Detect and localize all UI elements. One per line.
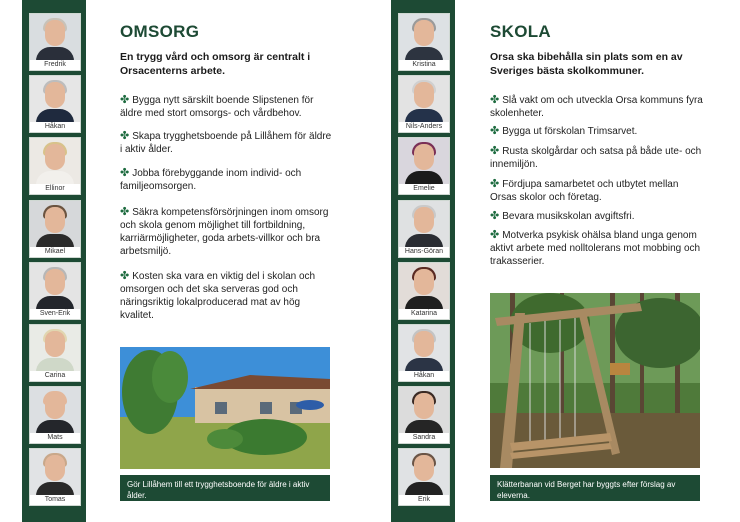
portrait [29, 262, 81, 320]
portrait [29, 324, 81, 382]
portrait [398, 448, 450, 506]
list-item [120, 94, 335, 120]
portrait [398, 13, 450, 71]
portrait [29, 448, 81, 506]
portrait [398, 386, 450, 444]
list-item [490, 210, 705, 223]
clover-icon: ✤ [120, 167, 130, 179]
list-item-text: Säkra kompetensförsörjningen inom omsorg och skola genom möjlighet till fortbildning, karriärmöjligheter, goda arbets-villkor och bra arbetsmiljö. [120, 207, 329, 257]
section-title-skola: SKOLA [490, 22, 551, 41]
portrait [398, 200, 450, 258]
portrait-name: Carina [30, 371, 80, 381]
clover-icon: ✤ [490, 210, 500, 222]
photo-climbing-course [490, 293, 700, 468]
portrait-name: Kristina [399, 60, 449, 70]
portrait [398, 75, 450, 133]
portrait [29, 137, 81, 195]
clover-icon: ✤ [120, 94, 130, 106]
portrait [29, 13, 81, 71]
clover-icon: ✤ [490, 178, 500, 190]
list-item [120, 130, 335, 156]
portrait [398, 262, 450, 320]
clover-icon: ✤ [490, 94, 500, 106]
portrait [29, 200, 81, 258]
list-item [120, 270, 335, 322]
portrait-name: Mats [30, 433, 80, 443]
portrait [398, 137, 450, 195]
clover-icon: ✤ [120, 206, 130, 218]
list-item-text: Bygga nytt särskilt boende Slipstenen för äldre med stort omsorgs- och vårdbehov. [120, 95, 314, 119]
list-item-text: Bygga ut förskolan Trimsarvet. [502, 126, 638, 137]
list-item [120, 167, 335, 193]
photo-caption: Gör Lillåhem till ett trygghetsboende för äldre i aktiv ålder. [120, 475, 330, 501]
portrait-name: Fredrik [30, 60, 80, 70]
list-item [490, 178, 705, 204]
portrait-name: Hans-Göran [399, 247, 449, 257]
left-portrait-strip [22, 0, 86, 522]
portrait-name: Ellinor [30, 184, 80, 194]
list-item-text: Jobba förebyggande inom individ- och familjeomsorgen. [120, 168, 302, 192]
right-portrait-strip [391, 0, 455, 522]
photo-lillahem [120, 347, 330, 469]
list-item-text: Fördjupa samarbetet och utbytet mellan Orsas skolor och företag. [490, 179, 679, 203]
clover-icon: ✤ [120, 130, 130, 142]
photo-caption: Klätterbanan vid Berget har byggts efter förslag av eleverna. [490, 475, 700, 501]
list-item-text: Motverka psykisk ohälsa bland unga genom aktivt arbete med nolltolerans mot mobbing och trakasserier. [490, 230, 701, 267]
clover-icon: ✤ [490, 125, 500, 137]
section-title-omsorg: OMSORG [120, 22, 200, 41]
section-lead: Orsa ska bibehålla sin plats som en av Sveriges bästa skolkommuner. [490, 51, 683, 77]
clover-icon: ✤ [490, 229, 500, 241]
list-item [490, 94, 705, 120]
portrait-name: Håkan [399, 371, 449, 381]
list-item-text: Skapa trygghetsboende på Lillåhem för äldre i aktiv ålder. [120, 131, 332, 155]
portrait-name: Nils-Anders [399, 122, 449, 132]
portrait [29, 75, 81, 133]
section-lead: En trygg vård och omsorg är centralt i Orsacenterns arbete. [120, 51, 311, 77]
list-item [490, 229, 705, 268]
portrait [398, 324, 450, 382]
list-item [120, 206, 335, 258]
portrait-name: Håkan [30, 122, 80, 132]
portrait-name: Katarina [399, 309, 449, 319]
portrait-name: Sandra [399, 433, 449, 443]
clover-icon: ✤ [120, 270, 130, 282]
list-item [490, 145, 705, 171]
list-item-text: Kosten ska vara en viktig del i skolan och omsorgen och det ska serveras god och näringsriktig lokalproducerad mat av hög kvalitet. [120, 271, 316, 321]
portrait [29, 386, 81, 444]
clover-icon: ✤ [490, 145, 500, 157]
portrait-name: Emelie [399, 184, 449, 194]
portrait-name: Tomas [30, 495, 80, 505]
list-item-text: Rusta skolgårdar och satsa på både ute- och innemiljön. [490, 146, 702, 170]
portrait-name: Sven-Erik [30, 309, 80, 319]
list-item-text: Slå vakt om och utveckla Orsa kommuns fyra skolenheter. [490, 95, 703, 119]
list-item-text: Bevara musikskolan avgiftsfri. [502, 211, 635, 222]
portrait-name: Mikael [30, 247, 80, 257]
portrait-name: Erik [399, 495, 449, 505]
list-item [490, 125, 705, 138]
